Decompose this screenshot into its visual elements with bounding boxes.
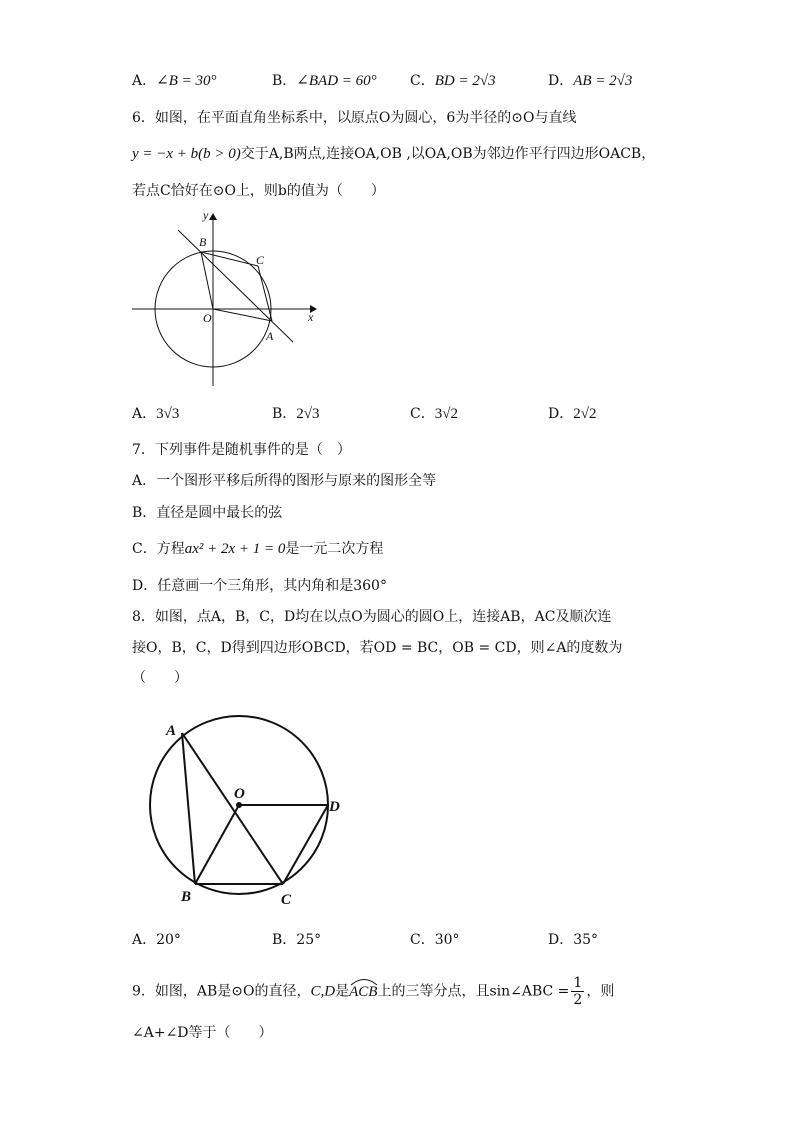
- arc-acb: [349, 982, 377, 1002]
- label-c: C: [281, 892, 292, 908]
- option-letter: C．: [410, 406, 435, 422]
- q9-stem-post: 上的三等分点，且sin∠ABC =: [377, 983, 570, 1000]
- q8-option-d: D．35°: [548, 932, 599, 948]
- q8-option-c: C．30°: [410, 932, 460, 948]
- label-d: D: [329, 799, 340, 815]
- label-o: O: [203, 311, 212, 325]
- fraction-denominator: 2: [573, 992, 583, 1008]
- option-letter: B．: [272, 406, 297, 422]
- label-x: x: [308, 310, 314, 324]
- segment-cd: [283, 805, 328, 884]
- option-letter: A．: [132, 406, 157, 422]
- option-math: 2√3: [296, 406, 320, 422]
- fraction-numerator: 1: [573, 975, 583, 991]
- q6-stem-line3: 若点C恰好在⊙O上，则b的值为（ ）: [132, 183, 385, 199]
- arc-acb-label: ACB: [349, 983, 378, 1000]
- arc-mark: [349, 976, 379, 986]
- label-b: B: [199, 235, 207, 249]
- q9-points: C,D: [310, 983, 336, 1000]
- label-y: y: [203, 208, 209, 222]
- option-math: BD = 2√3: [434, 73, 496, 89]
- q7-option-c-post: 是一元二次方程: [285, 541, 384, 557]
- q7-option-b: B．直径是圆中最长的弦: [132, 505, 283, 521]
- q7-option-c-pre: C．方程: [132, 541, 185, 557]
- option-math: 3√2: [434, 406, 458, 422]
- option-math: 3√3: [156, 406, 180, 422]
- q8-stem-line1: 8．如图，点A，B，C，D均在以点O为圆心的圆O上，连接AB，AC及顺次连: [132, 609, 612, 625]
- option-letter: B．: [272, 73, 297, 89]
- center-point: [236, 802, 242, 808]
- q8-option-b: B．25°: [272, 932, 322, 948]
- label-a: A: [266, 329, 274, 343]
- label-o: O: [234, 786, 245, 802]
- segment-ab: [182, 733, 195, 884]
- q8-stem-line2: 接O，B，C，D得到四边形OBCD，若OD = BC，OB = CD，则∠A的度数为: [132, 640, 623, 656]
- option-letter: D．: [548, 406, 574, 422]
- q7-stem: 7．下列事件是随机事件的是（ ）: [132, 442, 351, 458]
- label-c: C: [256, 253, 265, 267]
- segment-ac: [182, 733, 283, 884]
- option-math: ∠B = 30°: [156, 73, 217, 89]
- option-letter: A．: [132, 73, 157, 89]
- option-math: ∠BAD = 60°: [296, 73, 377, 89]
- segment-ob: [195, 805, 239, 884]
- fraction-half: [571, 975, 584, 1008]
- option-letter: D．: [548, 73, 574, 89]
- q7-option-c-equation: ax² + 2x + 1 = 0: [184, 541, 286, 557]
- q7-option-a: A．一个图形平移后所得的图形与原来的图形全等: [132, 473, 437, 489]
- q9-stem-end: ，则: [586, 983, 615, 1000]
- q8-option-a: A．20°: [132, 932, 181, 948]
- q9-stem-pre: 9．如图，AB是⊙O的直径，: [132, 983, 311, 1000]
- q6-stem-line1: 6．如图，在平面直角坐标系中，以原点O为圆心，6为半径的⊙O与直线: [132, 110, 577, 126]
- q9-stem-line1: [132, 975, 614, 1008]
- q7-option-d: D．任意画一个三角形，其内角和是360°: [132, 578, 387, 594]
- label-a: A: [166, 723, 177, 739]
- option-math: 2√2: [573, 406, 597, 422]
- q6-stem-line2-text: 交于A,B两点,连接OA,OB ,以OA,OB为邻边作平行四边形OACB，: [240, 146, 656, 162]
- option-letter: C．: [410, 73, 435, 89]
- q8-stem-line3: （ ）: [132, 670, 188, 686]
- option-math: AB = 2√3: [573, 73, 633, 89]
- line-equation: y = −x + b(b > 0): [132, 146, 241, 162]
- q9-stem-line2: ∠A+∠D等于（ ）: [132, 1025, 273, 1041]
- label-b: B: [181, 889, 192, 905]
- q9-stem-mid: 是: [335, 983, 350, 1000]
